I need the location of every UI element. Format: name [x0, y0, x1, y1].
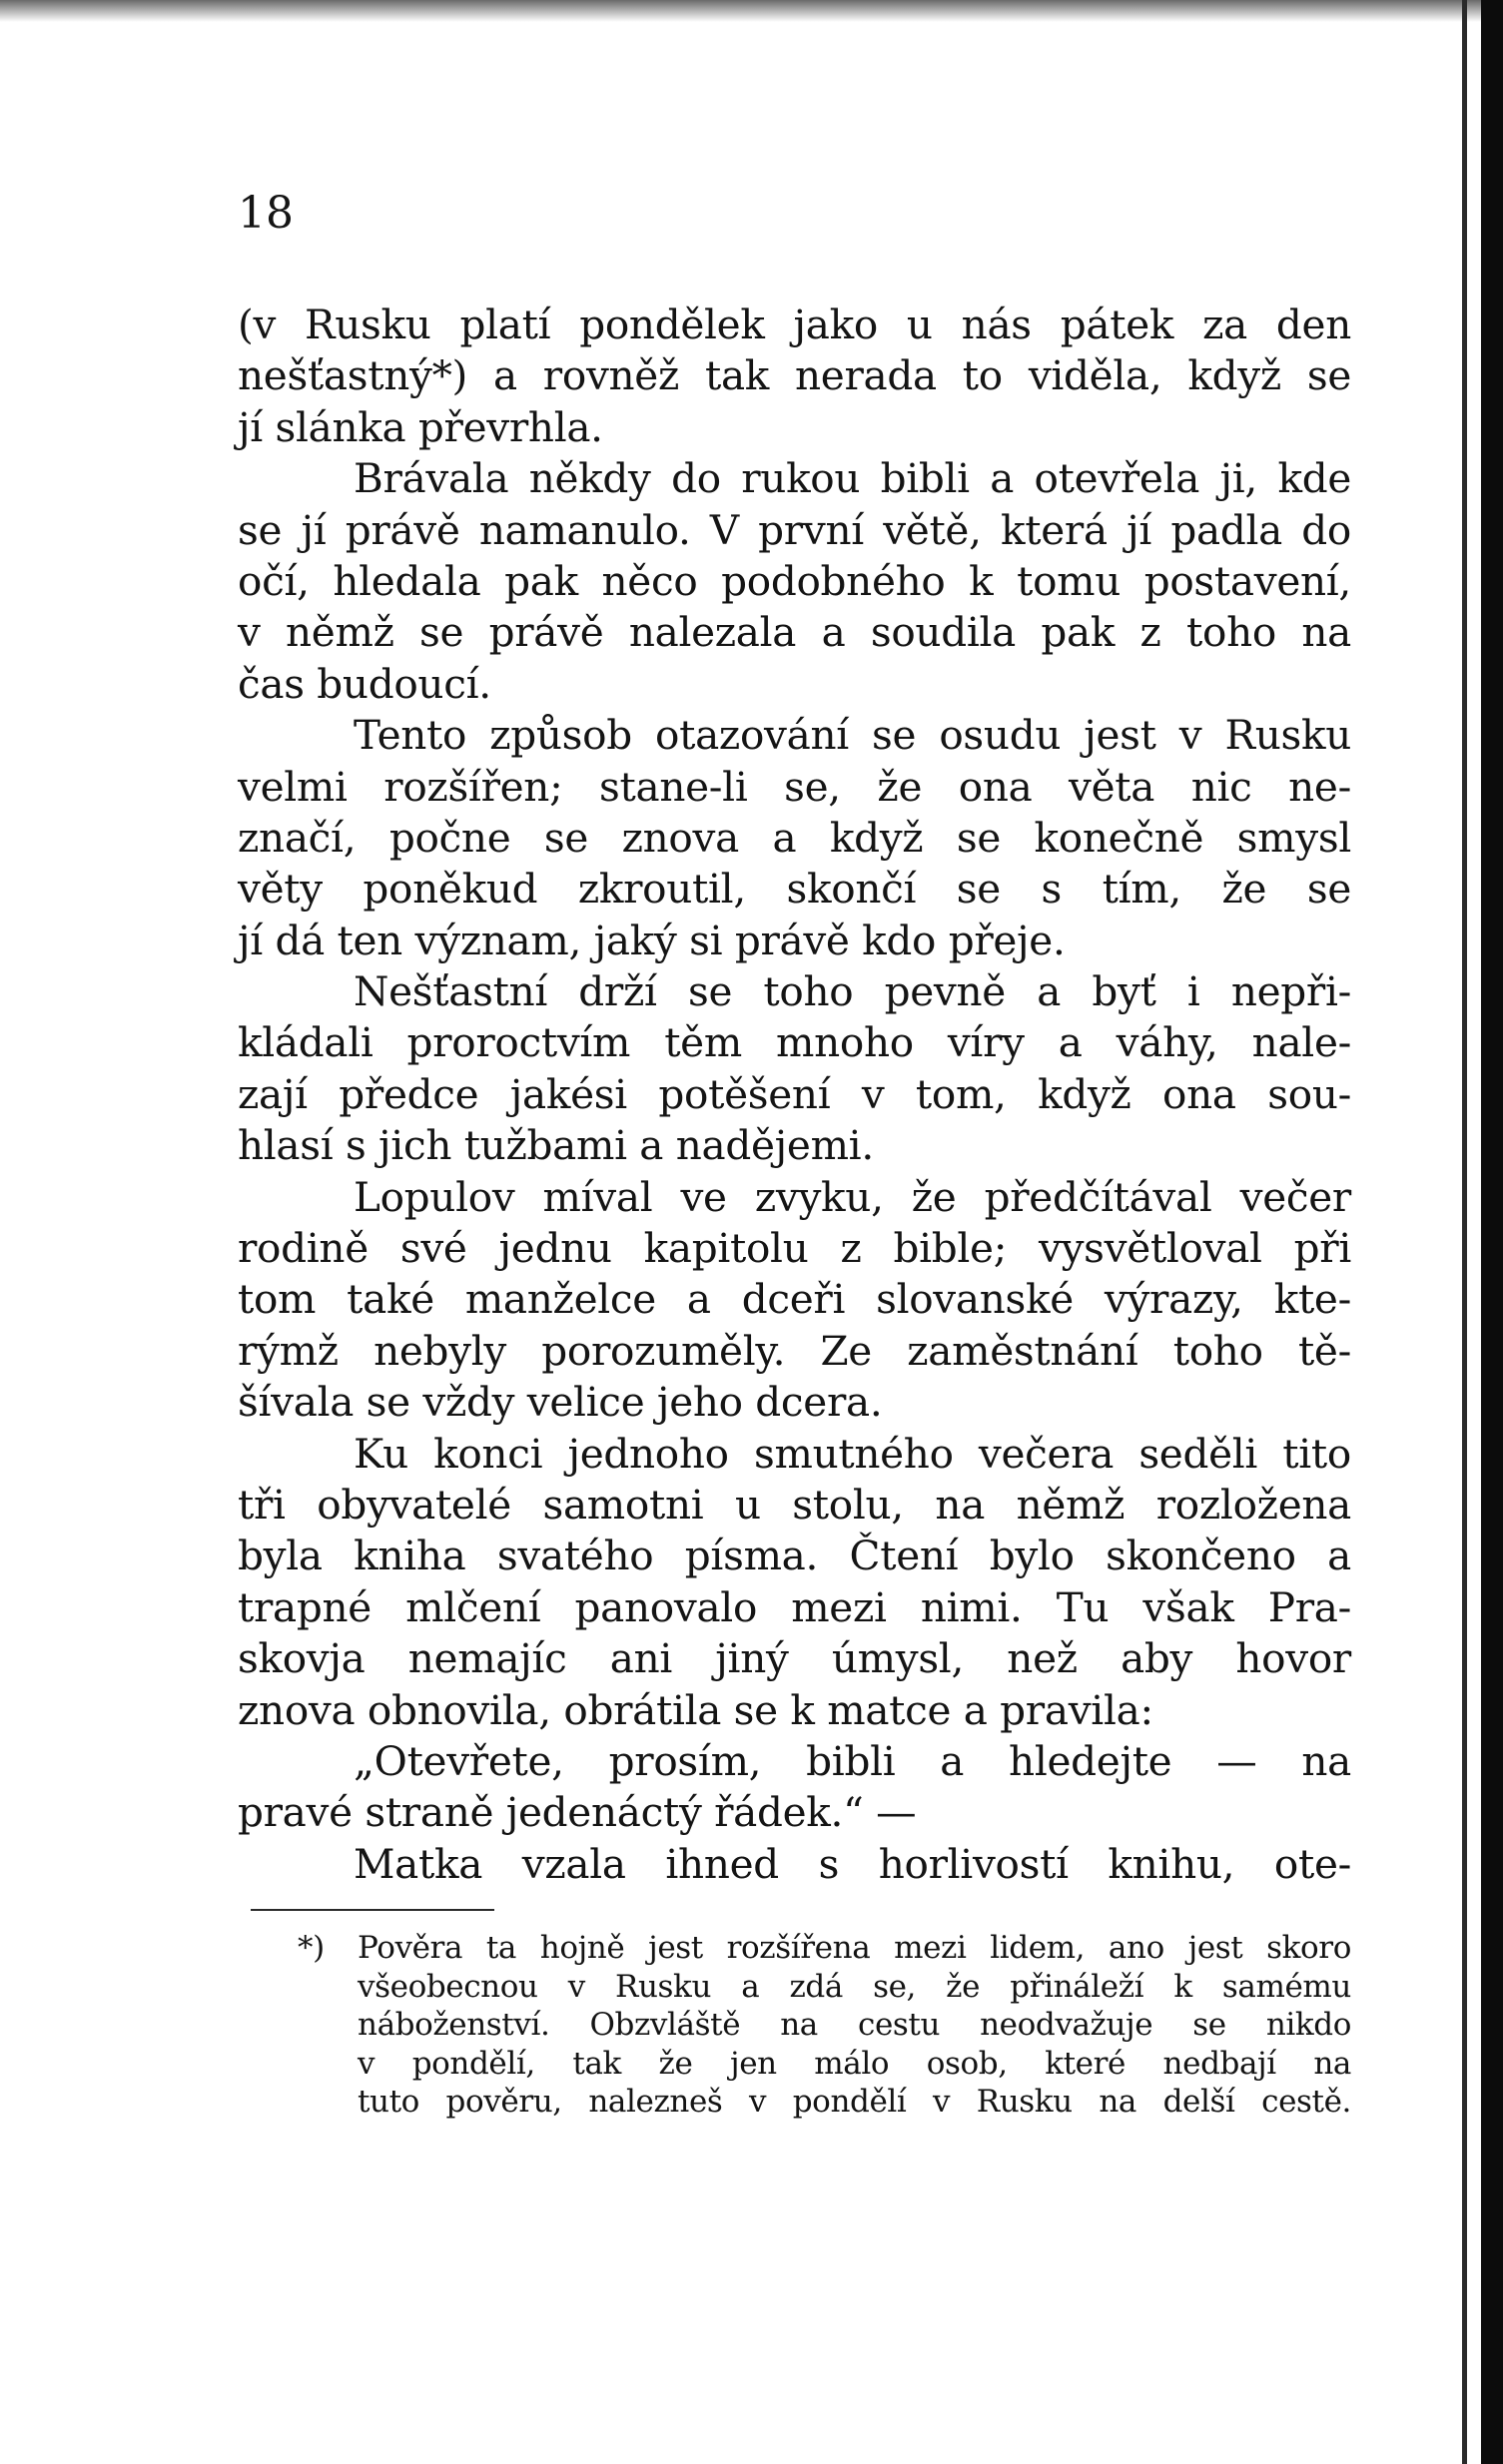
- scan-gutter-line: [1462, 0, 1467, 2464]
- text-line: hlasí s jich tužbami a nadějemi.: [238, 1121, 874, 1170]
- text-line: tom také manželce a dceři slovanské výrazy, kte-: [238, 1275, 1351, 1324]
- footnote-line: tuto pověru, nalezneš v pondělí v Rusku na delší cestě.: [358, 2084, 1351, 2120]
- text-line: tři obyvatelé samotni u stolu, na němž rozložena: [238, 1480, 1351, 1529]
- text-line: Lopulov míval ve zvyku, že předčítával večer: [354, 1172, 1351, 1221]
- text-line: trapné mlčení panovalo mezi nimi. Tu však Pra-: [238, 1582, 1351, 1631]
- footnote-line: [238, 1929, 1351, 1968]
- text-line: pravé straně jedenáctý řádek.“ —: [238, 1788, 917, 1837]
- text-line: nešťastný*) a rovněž tak nerada to viděla, když se: [238, 351, 1351, 400]
- text-line: zají předce jakési potěšení v tom, když ona sou-: [238, 1069, 1351, 1118]
- text-line: rýmž nebyly porozuměly. Ze zaměstnání toho tě-: [238, 1326, 1351, 1375]
- footnote-line-text: Pověra ta hojně jest rozšířena mezi lidem, ano jest skoro: [358, 1930, 1351, 1966]
- body-text: [238, 300, 1351, 1890]
- text-line: věty poněkud zkroutil, skončí se s tím, že se: [238, 865, 1351, 914]
- text-line: očí, hledala pak něco podobného k tomu postavení,: [238, 556, 1351, 605]
- footnote-line: v pondělí, tak že jen málo osob, které nedbají na: [358, 2045, 1351, 2082]
- footnote-divider: [251, 1909, 494, 1911]
- text-line: Nešťastní drží se toho pevně a byť i nepři-: [354, 967, 1351, 1016]
- text-line: Matka vzala ihned s horlivostí knihu, ote-: [354, 1839, 1351, 1888]
- footnote: [238, 1929, 1351, 2122]
- text-line: Tento způsob otazování se osudu jest v Rusku: [354, 711, 1351, 760]
- text-line: v němž se právě nalezala a soudila pak z toho na: [238, 608, 1351, 657]
- text-line: jí slánka převrhla.: [238, 402, 603, 451]
- footnote-line: náboženství. Obzvláště na cestu neodvažuje se nikdo: [358, 2007, 1351, 2043]
- text-line: Brávala někdy do rukou bibli a otevřela ji, kde: [354, 454, 1351, 503]
- text-line: znova obnovila, obrátila se k matce a pravila:: [238, 1685, 1153, 1734]
- text-line: byla kniha svatého písma. Čtení bylo skončeno a: [238, 1532, 1351, 1580]
- text-line: velmi rozšířen; stane-li se, že ona věta nic ne-: [238, 762, 1351, 811]
- scan-edge-right: [1481, 0, 1503, 2464]
- text-line: Ku konci jednoho smutného večera seděli tito: [354, 1429, 1351, 1478]
- text-line: se jí právě namanulo. V první větě, která jí padla do: [238, 505, 1351, 554]
- text-line: skovja nemajíc ani jiný úmysl, než aby hovor: [238, 1634, 1351, 1683]
- text-line: „Otevřete, prosím, bibli a hledejte — na: [354, 1736, 1351, 1785]
- text-line: jí dá ten význam, jaký si právě kdo přeje.: [238, 916, 1066, 964]
- footnote-marker: *): [298, 1930, 325, 1966]
- page-number: 18: [238, 188, 294, 239]
- footnote-line: všeobecnou v Rusku a zdá se, že přináleží k samému: [358, 1968, 1351, 2005]
- text-line: kládali proroctvím těm mnoho víry a váhy, nale-: [238, 1018, 1351, 1067]
- text-line: (v Rusku platí pondělek jako u nás pátek za den: [238, 301, 1351, 348]
- scan-shadow-top: [0, 0, 1503, 22]
- text-line: značí, počne se znova a když se konečně smysl: [238, 813, 1351, 862]
- text-line: rodině své jednu kapitolu z bible; vysvětloval při: [238, 1224, 1351, 1273]
- text-line: šívala se vždy velice jeho dcera.: [238, 1378, 883, 1427]
- text-line: čas budoucí.: [238, 659, 491, 708]
